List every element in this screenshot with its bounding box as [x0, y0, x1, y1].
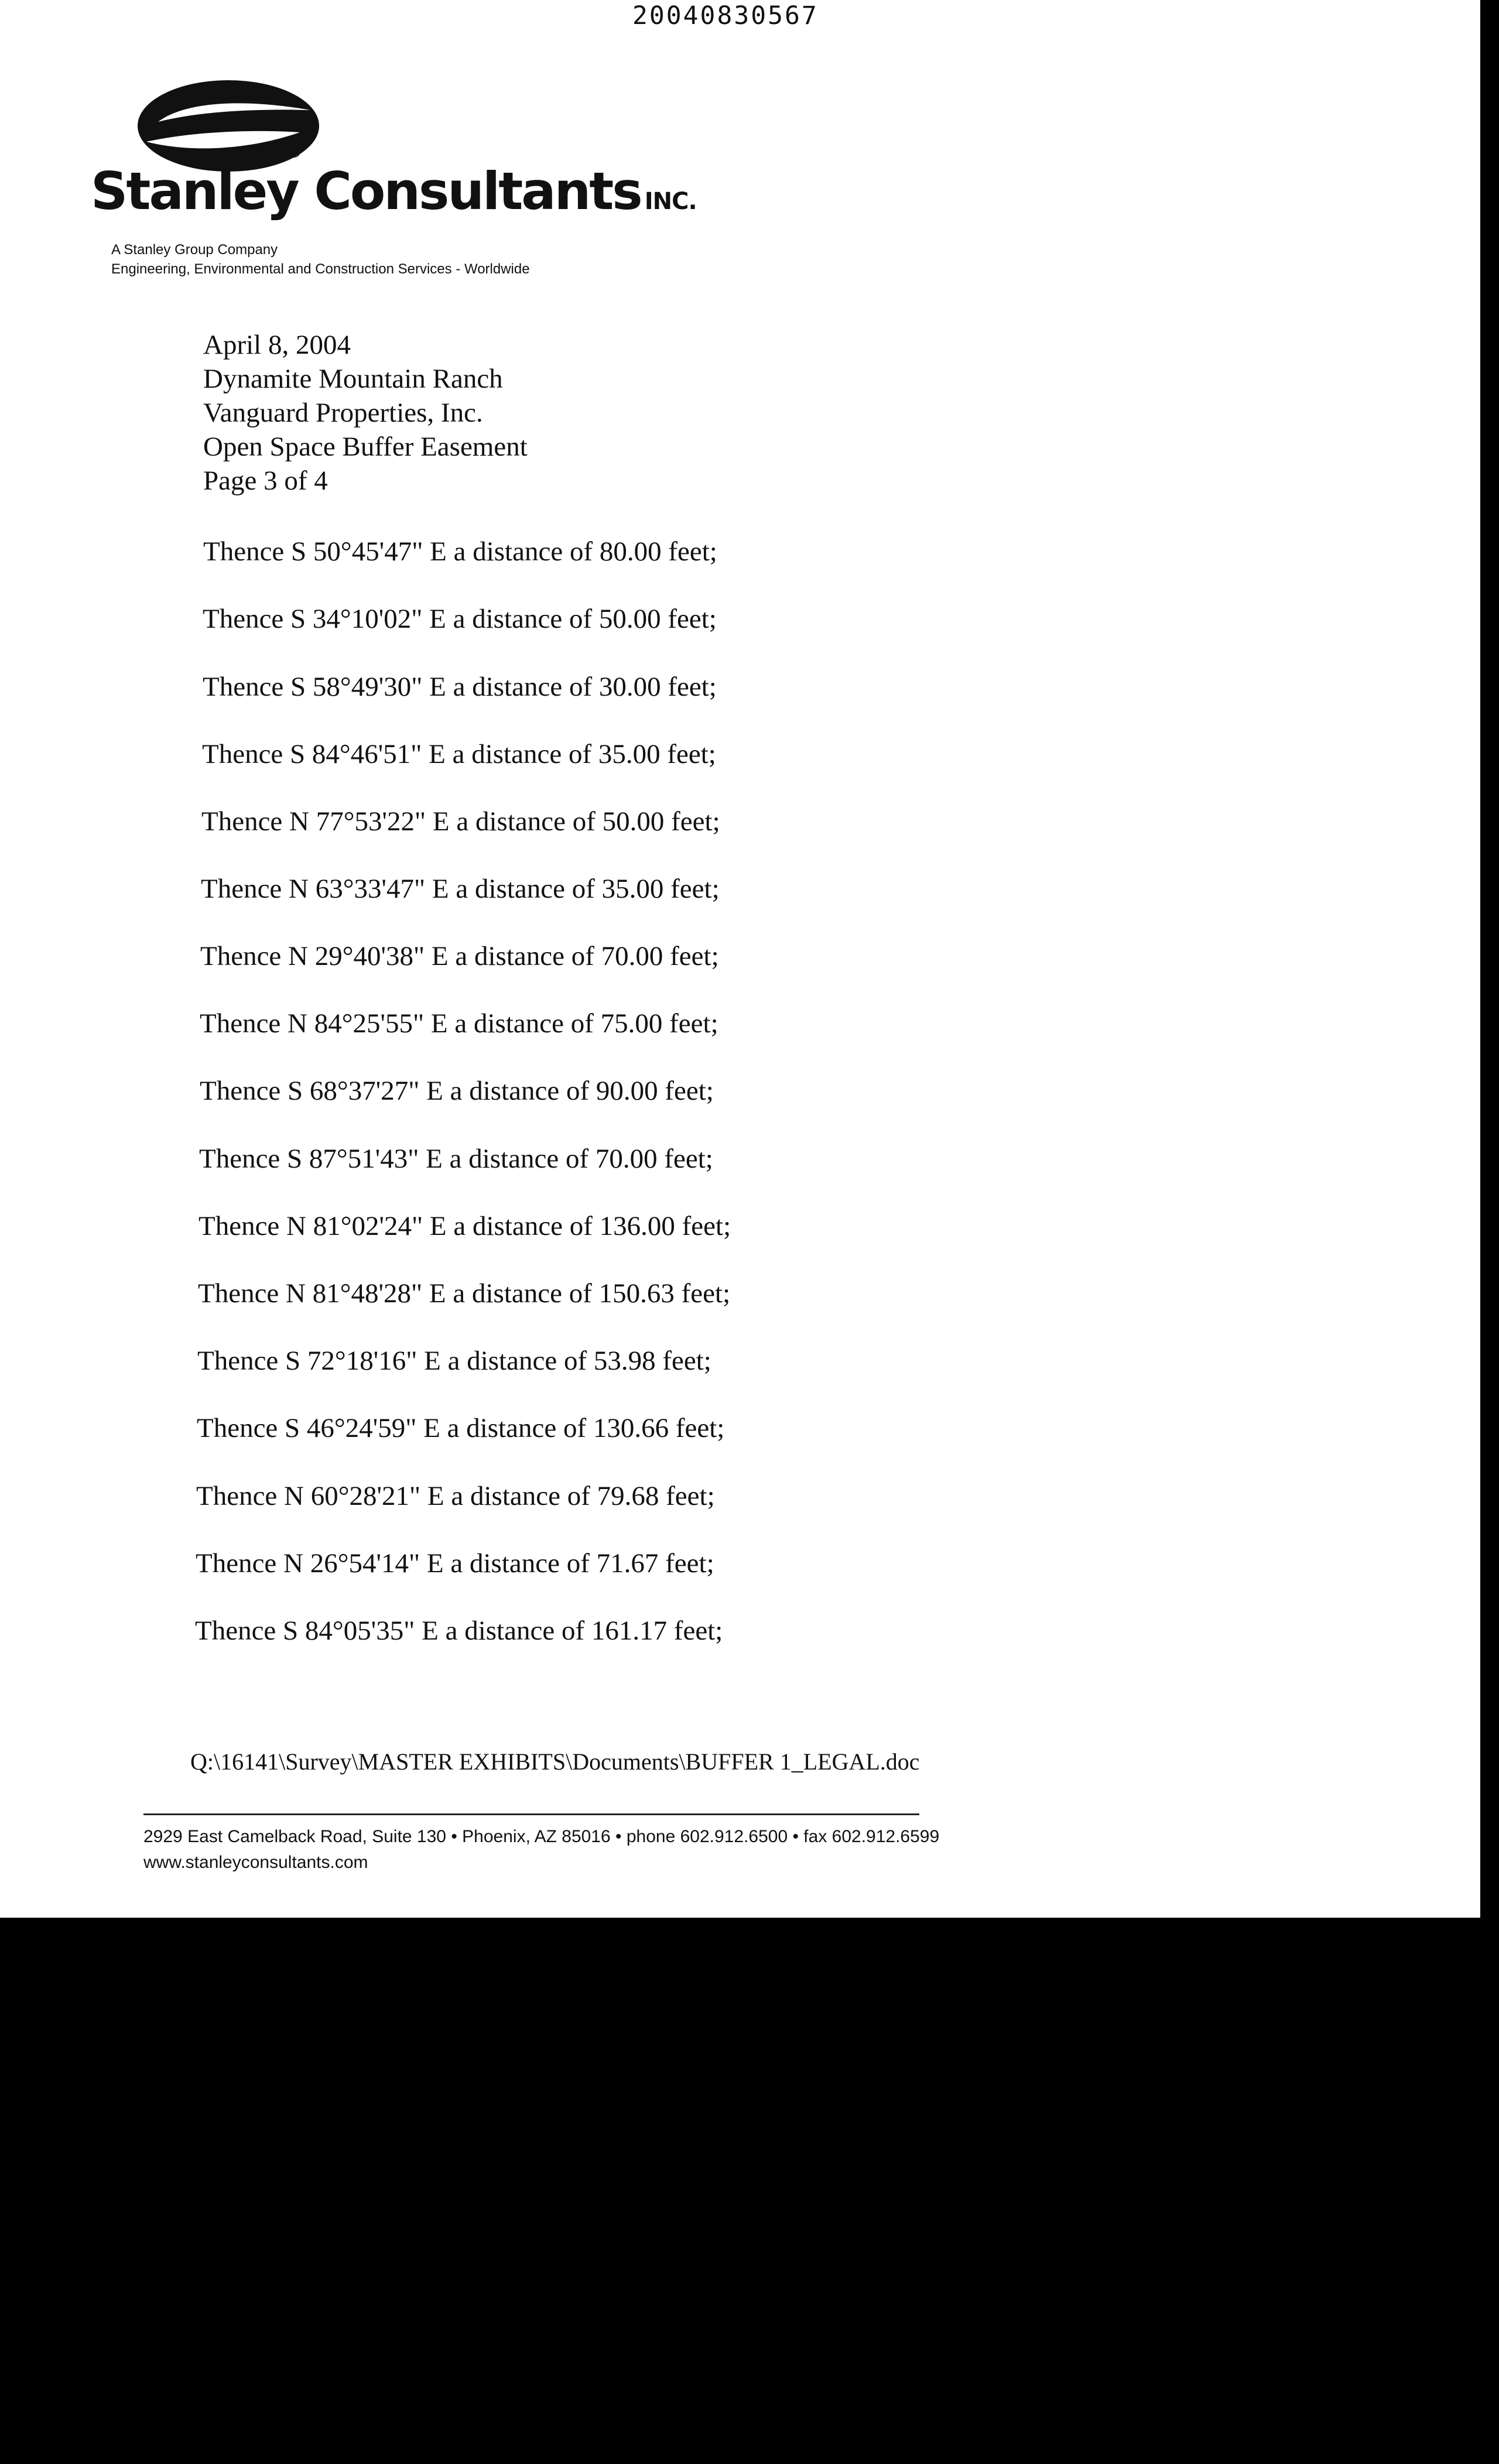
survey-call: Thence S 58°49'30" E a distance of 30.00 feet; [203, 672, 717, 702]
survey-call: Thence N 63°33'47" E a distance of 35.00 feet; [201, 874, 720, 904]
footer-website: www.stanleyconsultants.com [143, 1853, 368, 1872]
survey-call: Thence S 34°10'02" E a distance of 50.00 feet; [203, 604, 717, 634]
survey-call: Thence S 68°37'27" E a distance of 90.00 feet; [200, 1076, 714, 1106]
tagline-line-2: Engineering, Environmental and Construction Services - Worldwide [111, 261, 530, 277]
letterhead-footer [143, 1824, 939, 1876]
document-subject: Open Space Buffer Easement [203, 432, 528, 462]
footer-address: 2929 East Camelback Road, Suite 130 • Phoenix, AZ 85016 • phone 602.912.6500 • fax 602.912.6599 [143, 1827, 940, 1846]
project-name: Dynamite Mountain Ranch [203, 364, 503, 394]
footer-divider [143, 1813, 919, 1815]
survey-call: Thence N 77°53'22" E a distance of 50.00 feet; [201, 806, 720, 837]
company-name: Stanley Consultants [91, 161, 641, 221]
scan-background [0, 1918, 1499, 2464]
survey-call: Thence S 84°46'51" E a distance of 35.00 feet; [202, 739, 716, 769]
survey-call: Thence N 81°02'24" E a distance of 136.00 feet; [199, 1211, 731, 1241]
tagline-line-1: A Stanley Group Company [111, 242, 278, 258]
survey-call: Thence S 46°24'59" E a distance of 130.66 feet; [197, 1413, 725, 1443]
company-suffix: INC. [644, 188, 697, 215]
survey-call: Thence N 60°28'21" E a distance of 79.68 feet; [196, 1481, 715, 1511]
file-path: Q:\16141\Survey\MASTER EXHIBITS\Documents\BUFFER 1_LEGAL.doc [190, 1748, 920, 1775]
survey-call: Thence S 87°51'43" E a distance of 70.00 feet; [199, 1144, 713, 1174]
survey-call: Thence N 84°25'55" E a distance of 75.00 feet; [200, 1008, 718, 1039]
survey-call: Thence N 26°54'14" E a distance of 71.67 feet; [196, 1548, 714, 1579]
client-name: Vanguard Properties, Inc. [203, 398, 483, 428]
letter-date: April 8, 2004 [203, 330, 351, 360]
survey-call: Thence S 50°45'47" E a distance of 80.00 feet; [203, 536, 717, 567]
registered-mark: ® [287, 144, 302, 162]
survey-call: Thence N 81°48'28" E a distance of 150.63 feet; [198, 1278, 731, 1309]
survey-call: Thence N 29°40'38" E a distance of 70.00 feet; [200, 941, 719, 971]
survey-call: Thence S 72°18'16" E a distance of 53.98 feet; [197, 1346, 711, 1376]
survey-call: Thence S 84°05'35" E a distance of 161.17 feet; [195, 1616, 723, 1646]
page-indicator: Page 3 of 4 [203, 466, 328, 496]
document-number: 20040830567 [632, 1, 819, 30]
